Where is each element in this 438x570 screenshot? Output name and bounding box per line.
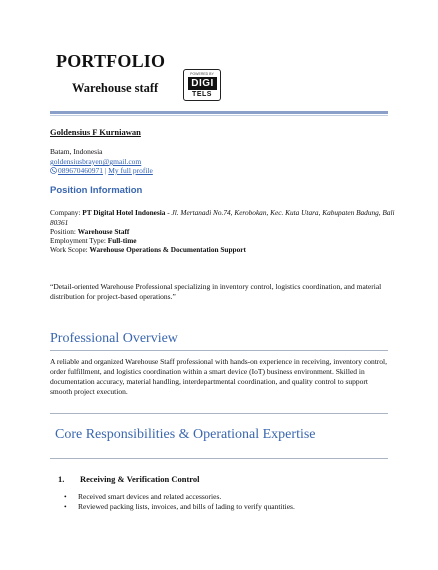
employment-value: Full-time: [107, 236, 137, 245]
scope-label: Work Scope:: [50, 245, 88, 254]
position-value: Warehouse Staff: [77, 227, 130, 236]
overview-text: A reliable and organized Warehouse Staff professional with hands-on experience in receiving, inventory control, order fulfillment, and logistics coordination within a smart device (IoT) business environment. Skilled in documentation accuracy, material handling, interdepartmental coordination, and quality control to support smooth project execution.: [50, 357, 387, 396]
phone-link[interactable]: 089670460971: [58, 166, 103, 175]
list-item: • Reviewed packing lists, invoices, and bills of lading to verify quantities.: [64, 502, 295, 512]
responsibility-heading: [58, 474, 200, 484]
list-item: • Received smart devices and related accessories.: [64, 492, 295, 502]
company-address: - Jl. Mertanadi No.74, Kerobokan, Kec. Kuta Utara, Kabupaten Badung, Bali 80361: [50, 208, 395, 227]
company-line: [50, 208, 400, 227]
position-label: Position:: [50, 227, 76, 236]
phone-icon: [50, 167, 57, 174]
logo-bottom-text: TELS: [192, 91, 212, 98]
header-divider: [50, 111, 388, 114]
responsibility-number: 1.: [58, 474, 65, 484]
document-subtitle: Warehouse staff: [72, 81, 159, 95]
overview-heading: Professional Overview: [50, 331, 178, 346]
employment-label: Employment Type:: [50, 236, 106, 245]
core-divider-bottom: [50, 458, 388, 459]
company-label: Company:: [50, 208, 81, 217]
company-name: PT Digital Hotel Indonesia: [82, 208, 166, 217]
core-divider-top: [50, 413, 388, 414]
responsibility-title: Receiving & Verification Control: [80, 474, 200, 484]
contact-line: [50, 166, 153, 175]
document-title: PORTFOLIO: [56, 51, 166, 71]
core-heading: Core Responsibilities & Operational Expertise: [55, 427, 316, 442]
person-name: Goldensius F Kurniawan: [50, 127, 141, 137]
overview-divider: [50, 350, 388, 351]
person-location: Batam, Indonesia: [50, 147, 103, 156]
responsibility-bullets: [64, 492, 295, 512]
work-scope-line: [50, 245, 400, 255]
full-profile-link[interactable]: My full profile: [108, 166, 153, 175]
scope-value: Warehouse Operations & Documentation Support: [89, 245, 246, 254]
logo-powered-text: POWERED BY: [190, 72, 214, 76]
position-info-heading: Position Information: [50, 185, 143, 196]
contact-separator: |: [104, 166, 107, 175]
digitels-logo: [183, 69, 221, 101]
header-divider-thin: [50, 115, 388, 116]
email-link[interactable]: goldensiusbrayen@gmail.com: [50, 157, 142, 166]
summary-quote: “Detail-oriented Warehouse Professional specializing in inventory control, logistics coordination, and material distribution for project-based operations.”: [50, 282, 382, 301]
logo-main-text: DIGI: [188, 77, 217, 90]
